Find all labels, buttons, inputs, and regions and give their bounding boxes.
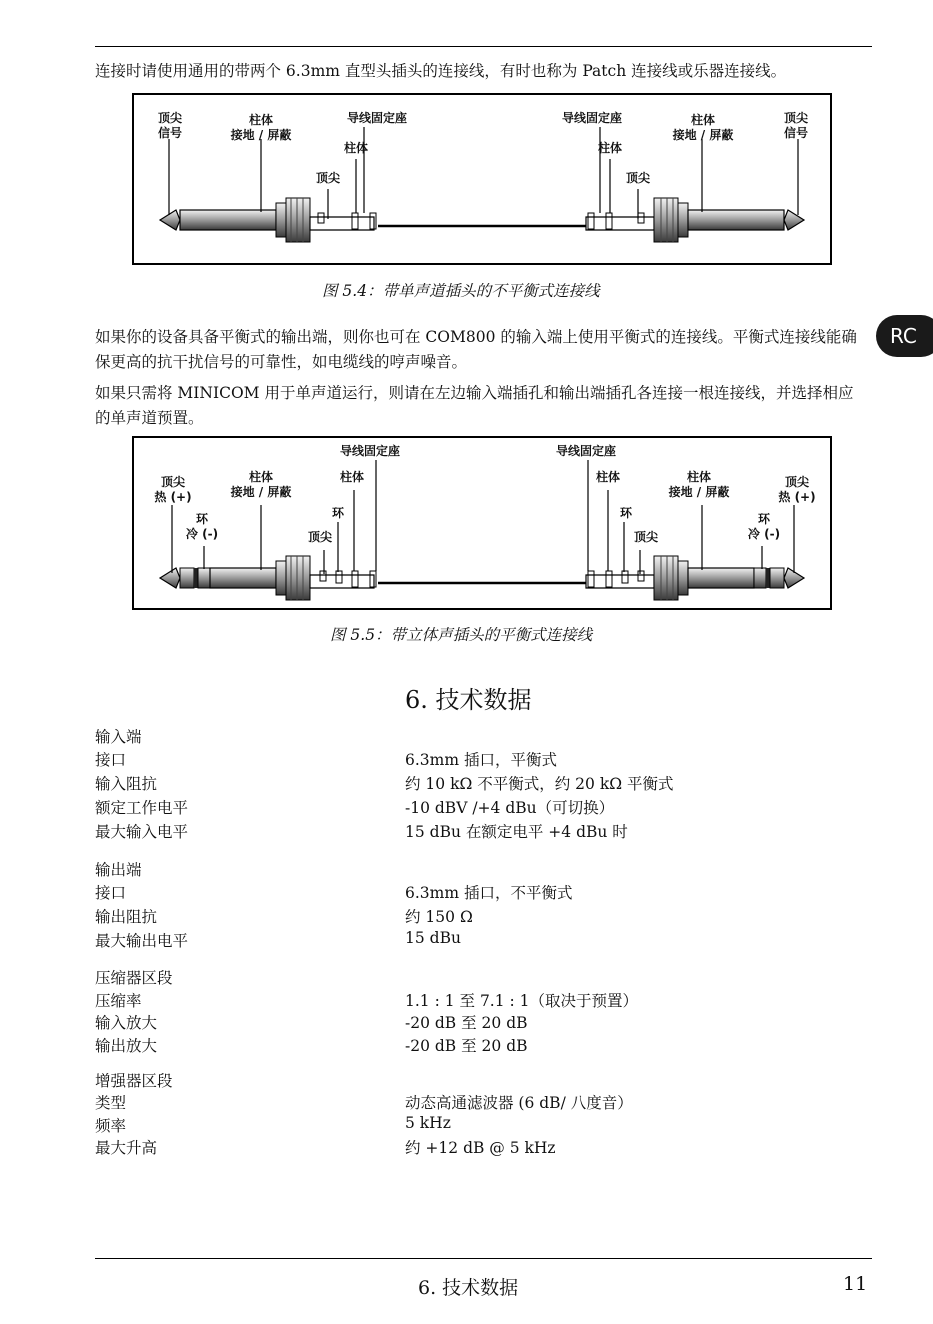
left-mono-plug: [160, 198, 376, 242]
label-tip-hot-right: 顶尖 热 (+): [778, 475, 816, 504]
spec-value: 6.3mm 插口，不平衡式: [405, 884, 573, 902]
header-rule: [95, 46, 872, 47]
label-sleeve-ground-right: 柱体 接地 / 屏蔽: [672, 113, 734, 142]
spec-value: 5 kHz: [405, 1114, 451, 1132]
label-sleeve-ground-left: 柱体 接地 / 屏蔽: [230, 470, 292, 499]
label-sleeve-ground-left: 柱体 接地 / 屏蔽: [230, 113, 292, 142]
spec-key: 最大输出电平: [95, 932, 189, 950]
label-tip-hot-left: 顶尖 热 (+): [154, 475, 192, 504]
spec-key: 最大升高: [95, 1139, 158, 1157]
label-sleeve-left: 柱体: [339, 470, 364, 484]
spec-value: -20 dB 至 20 dB: [405, 1037, 528, 1055]
figure-balanced-cable: [132, 436, 832, 610]
label-strain-relief-right: 导线固定座: [555, 444, 616, 458]
label-ring-cold-left: 环 冷 (-): [185, 512, 219, 541]
label-strain-relief-right: 导线固定座: [561, 111, 622, 125]
mono-paragraph: 如果只需将 MINICOM 用于单声道运行，则请在左边输入端插孔和输出端插孔各连接一根连接线，并选择相应的单声道预置。: [95, 384, 854, 427]
label-ring-right: 环: [619, 506, 632, 520]
label-tip-signal-left: 顶尖 信号: [157, 111, 182, 140]
spec-group-title: 压缩器区段: [95, 969, 173, 987]
spec-value: -20 dB 至 20 dB: [405, 1014, 528, 1032]
label-tip-right: 顶尖: [625, 171, 650, 185]
label-strain-relief-left: 导线固定座: [339, 444, 400, 458]
spec-key: 最大输入电平: [95, 823, 189, 841]
spec-group-title: 增强器区段: [95, 1072, 173, 1090]
label-sleeve-ground-right: 柱体 接地 / 屏蔽: [668, 470, 730, 499]
label-tip-left: 顶尖: [307, 530, 332, 544]
spec-key: 类型: [95, 1094, 127, 1112]
spec-key: 输入阻抗: [95, 775, 158, 793]
spec-value: -10 dBV /+4 dBu（可切换）: [405, 799, 615, 817]
spec-group-title: 输入端: [95, 728, 142, 746]
spec-key: 额定工作电平: [95, 799, 189, 817]
spec-key: 输入放大: [95, 1014, 158, 1032]
label-tip-signal-right: 顶尖 信号: [783, 111, 808, 140]
right-stereo-plug: [586, 556, 804, 600]
spec-value: 1.1 : 1 至 7.1 : 1（取决于预置）: [405, 992, 639, 1010]
footer-rule: [95, 1258, 872, 1259]
spec-value: 15 dBu: [405, 929, 461, 947]
spec-key: 接口: [95, 751, 127, 769]
spec-key: 接口: [95, 884, 127, 902]
label-tip-left: 顶尖: [315, 171, 340, 185]
figure2-caption: 图 5.5：带立体声插头的平衡式连接线: [330, 626, 593, 644]
label-sleeve-right: 柱体: [595, 470, 620, 484]
section-title: 6. 技术数据: [405, 686, 532, 714]
spec-key: 压缩率: [95, 992, 142, 1010]
balanced-paragraph: 如果你的设备具备平衡式的输出端，则你也可在 COM800 的输入端上使用平衡式的连接线。平衡式连接线能确保更高的抗干扰信号的可靠性，如电缆线的哼声噪音。: [95, 328, 857, 371]
balanced-cable-drawing: [134, 438, 830, 608]
spec-group-title: 输出端: [95, 861, 142, 879]
footer-section-title: 6. 技术数据: [418, 1277, 519, 1299]
spec-value: 约 +12 dB @ 5 kHz: [405, 1139, 556, 1157]
figure1-caption: 图 5.4：带单声道插头的不平衡式连接线: [322, 282, 600, 300]
label-sleeve-right: 柱体: [597, 141, 622, 155]
spec-value: 动态高通滤波器 (6 dB/ 八度音）: [405, 1094, 633, 1112]
page-number: 11: [843, 1273, 868, 1295]
spec-key: 输出阻抗: [95, 908, 158, 926]
spec-key: 频率: [95, 1117, 127, 1135]
label-sleeve-left: 柱体: [343, 141, 368, 155]
right-mono-plug: [586, 198, 804, 242]
figure-unbalanced-cable: [132, 93, 832, 265]
label-tip-right: 顶尖: [633, 530, 658, 544]
language-badge: RC: [876, 315, 933, 357]
label-ring-cold-right: 环 冷 (-): [747, 512, 781, 541]
spec-value: 约 150 Ω: [405, 908, 473, 926]
spec-key: 输出放大: [95, 1037, 158, 1055]
intro-paragraph: 连接时请使用通用的带两个 6.3mm 直型头插头的连接线，有时也称为 Patch 连接线或乐器连接线。: [95, 62, 787, 80]
spec-value: 6.3mm 插口，平衡式: [405, 751, 557, 769]
spec-value: 约 10 kΩ 不平衡式，约 20 kΩ 平衡式: [405, 775, 674, 793]
label-ring-left: 环: [331, 506, 344, 520]
spec-value: 15 dBu 在额定电平 +4 dBu 时: [405, 823, 628, 841]
left-stereo-plug: [160, 556, 376, 600]
label-strain-relief-left: 导线固定座: [346, 111, 407, 125]
